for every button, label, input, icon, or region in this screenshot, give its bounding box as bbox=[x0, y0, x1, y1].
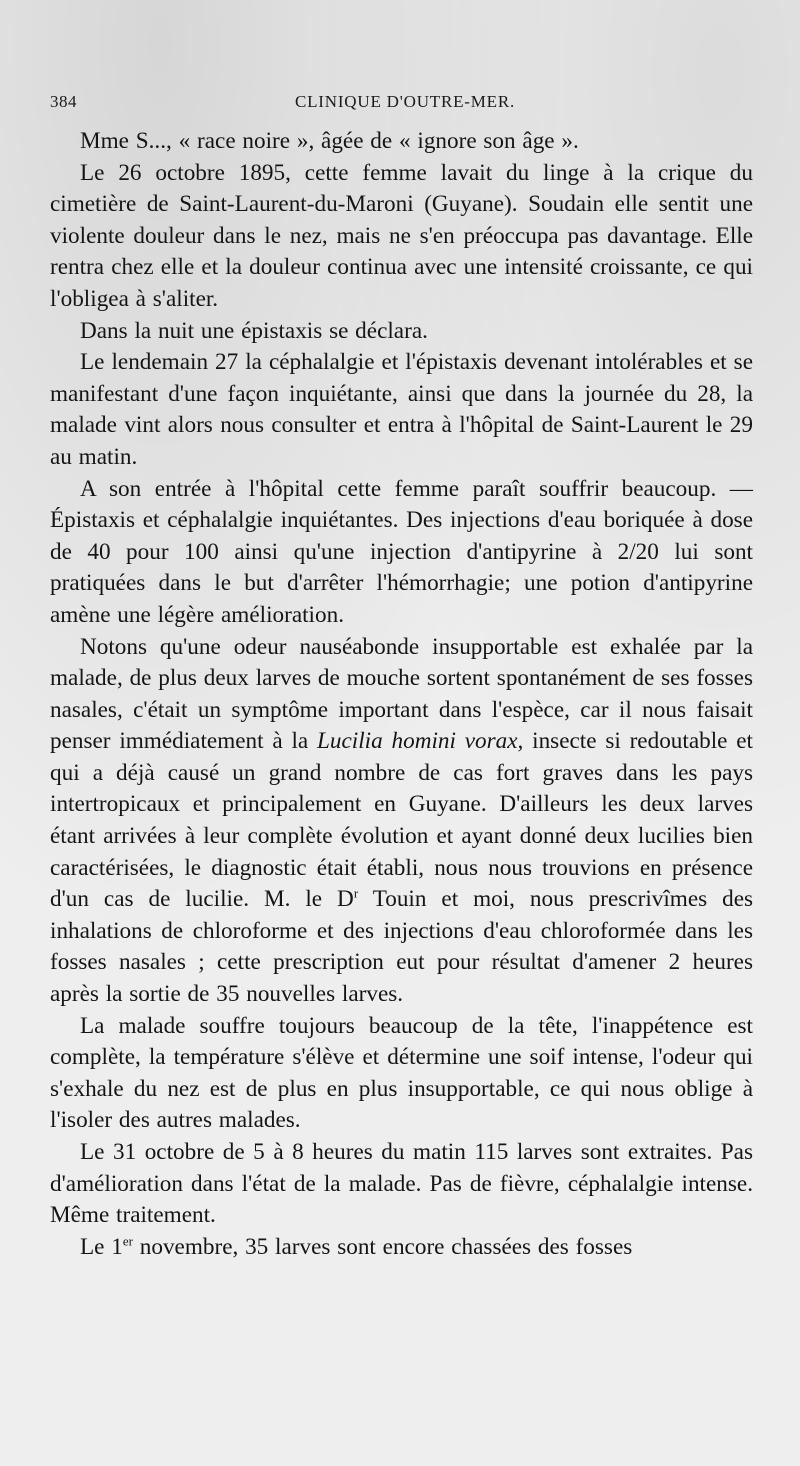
ordinal-sup: er bbox=[122, 1233, 133, 1249]
species-name: Lucilia homini vorax, bbox=[317, 728, 524, 755]
paragraph-treatment: A son entrée à l'hôpital cette femme paraît souffrir beaucoup. — Épistaxis et céphalalgie inquiétantes. Des injections d'eau boriquée à dose de 40 pour 100 ainsi qu'une injection d'antipyrine à 2/20 lui sont pratiquées dans le but d'arrêter l'hémorrhagie; une potion d'antipyrine amène une légère amélioration. bbox=[50, 475, 753, 628]
paragraph-patient-intro: Mme S..., « race noire », âgée de « ignore son âge ». bbox=[80, 128, 579, 154]
diagnosis-text-2: insecte si redoutable et qui a déjà causé un grand nombre de cas fort graves dans les pays intertropicaux et principalement en Guyane. D'ailleurs les deux larves étant arrivées à leur complète évolution et ayant donné deux lucilies bien caractérisées, le diagnostic était établi, nous nous trouvions en présence d'un cas de lucilie. M. le D bbox=[50, 728, 753, 913]
paragraph-diagnosis bbox=[50, 632, 753, 1011]
diagnosis-text-1: Notons qu'une odeur nauséabonde insupportable est exhalée par la malade, de plus deux larves de mouche sortent spontanément de ses fosses nasales, c'était un symptôme important dans l'espèce, car il nous faisait penser immédiatement à la bbox=[50, 633, 753, 755]
nov-text-1: Le 1 bbox=[80, 1233, 123, 1260]
paragraph-onset: Le 26 octobre 1895, cette femme lavait du linge à la crique du cimetière de Saint-Laurent-du-Maroni (Guyane). Soudain elle sentit une violente douleur dans le nez, mais ne s'en préoccupa pas davantage. Elle rentra chez elle et la douleur continua avec une intensité croissante, ce qui l'obligea à s'aliter. bbox=[50, 159, 753, 312]
paragraph-epistaxis: Dans la nuit une épistaxis se déclara. bbox=[80, 317, 428, 344]
nov-text-2: novembre, 35 larves sont encore chassées des fosses bbox=[132, 1233, 633, 1260]
paragraph-admission: Le lendemain 27 la céphalalgie et l'épistaxis devenant intolérables et se manifestant d'une façon inquiétante, ainsi que dans la journée du 28, la malade vint alors nous consulter et entra à l'hôpital de Saint-Laurent le 29 au matin. bbox=[50, 349, 753, 470]
body-text bbox=[50, 126, 753, 1263]
doctor-abbrev-sup: r bbox=[353, 885, 359, 901]
paragraph-november-1 bbox=[50, 1232, 753, 1264]
page-header bbox=[50, 92, 760, 118]
paragraph-october-31: Le 31 octobre de 5 à 8 heures du matin 115 larves sont extraites. Pas d'amélioration dans l'état de la malade. Pas de fièvre, céphalalgie intense. Même traitement. bbox=[50, 1139, 753, 1229]
diagnosis-text-3: Touin et moi, nous prescrivîmes des inhalations de chloroforme et des injections d'eau chloroformée dans les fosses nasales ; cette prescription eut pour résultat d'amener 2 heures après la sortie de 35 nouvelles larves. bbox=[50, 886, 754, 1008]
running-title: CLINIQUE D'OUTRE-MER. bbox=[294, 92, 516, 111]
paragraph-condition: La malade souffre toujours beaucoup de la tête, l'inappétence est complète, la température s'élève et détermine une soif intense, l'odeur qui s'exhale du nez est de plus en plus insupportable, ce qui nous oblige à l'isoler des autres malades. bbox=[50, 1012, 753, 1134]
page-number: 384 bbox=[50, 92, 77, 111]
